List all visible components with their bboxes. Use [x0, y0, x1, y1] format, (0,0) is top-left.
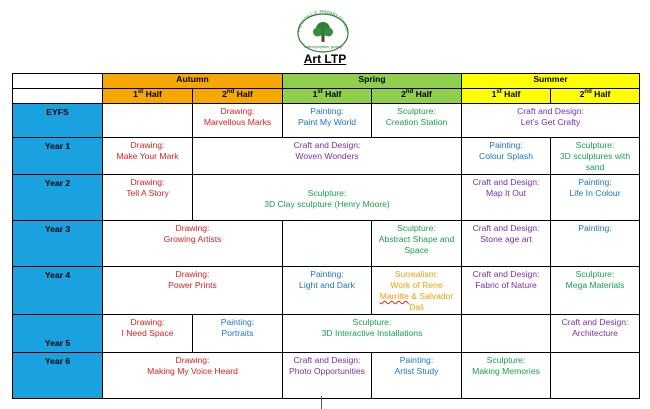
- half-word: Half: [413, 89, 432, 99]
- half-word: Half: [322, 89, 342, 99]
- topic-cell: [283, 315, 462, 353]
- topic-type: Painting:: [310, 106, 344, 116]
- misspelled-word: Marritte: [379, 291, 409, 301]
- half-suffix: nd: [405, 89, 414, 96]
- topic-title: 3D Interactive Installations: [321, 328, 423, 338]
- year-label: EYFS: [13, 104, 103, 138]
- half-suffix: nd: [226, 89, 235, 96]
- summer-second-half: [551, 89, 640, 104]
- topic-type: Sculpture:: [307, 187, 347, 198]
- topic-title: Making Memories: [472, 366, 540, 376]
- half-suffix: st: [317, 89, 323, 96]
- year-row: [13, 138, 640, 175]
- topic-type: Sculpture:: [486, 355, 526, 365]
- topic-cell: [372, 104, 462, 138]
- topic-cell: [103, 353, 283, 399]
- half-number: 2: [579, 89, 585, 99]
- year-row: [13, 315, 640, 353]
- topic-cell: [462, 104, 640, 138]
- topic-type: Craft and Design:: [472, 177, 540, 187]
- season-summer: Summer: [462, 74, 640, 89]
- year-label: Year 1: [13, 138, 103, 175]
- topic-type: Sculpture:: [575, 140, 615, 150]
- topic-cell: [372, 267, 462, 315]
- topic-cell: [103, 221, 283, 267]
- topic-type: Painting:: [220, 317, 255, 327]
- topic-type: Painting:: [310, 269, 344, 279]
- topic-title: Life In Colour: [569, 188, 621, 198]
- page-title: Art LTP: [303, 52, 347, 66]
- logo-motto: Learning together, growing: [304, 45, 342, 49]
- year-label: Year 4: [13, 267, 103, 315]
- topic-type: Drawing:: [220, 106, 255, 116]
- topic-type: Painting:: [578, 223, 612, 233]
- topic-title: Marvellous Marks: [203, 117, 272, 127]
- art-ltp-table: [12, 73, 640, 399]
- topic-type: Craft and Design:: [293, 140, 361, 150]
- half-word: Half: [234, 89, 253, 99]
- topic-title: Colour Splash: [479, 151, 533, 161]
- topic-title: Make Your Mark: [116, 151, 179, 161]
- topic-type: Drawing:: [175, 269, 210, 279]
- autumn-second-half: [193, 89, 283, 104]
- topic-type: Craft and Design:: [472, 223, 540, 233]
- topic-type: Craft and Design:: [561, 317, 629, 327]
- half-suffix: nd: [584, 89, 592, 96]
- topic-title: I Need Space: [121, 328, 174, 338]
- empty-cell: [283, 221, 372, 267]
- half-number: 1: [133, 89, 138, 99]
- topic-type: Craft and Design:: [293, 355, 361, 365]
- topic-title: Growing Artists: [163, 234, 222, 244]
- topic-cell: [193, 138, 462, 175]
- topic-cell: [462, 221, 551, 267]
- topic-cell: [551, 267, 640, 315]
- topic-cell: [551, 315, 640, 353]
- topic-type: Sculpture:: [575, 269, 615, 279]
- topic-type: Drawing:: [130, 177, 165, 187]
- year-row: [13, 267, 640, 315]
- year-row: [13, 175, 640, 221]
- topic-type: Painting:: [578, 177, 612, 187]
- topic-title: 3D Clay sculpture (Henry Moore): [264, 198, 390, 209]
- topic-title: Making My Voice Heard: [147, 366, 238, 376]
- topic-cell: [283, 353, 372, 399]
- topic-type: Drawing:: [130, 317, 165, 327]
- half-word: Half: [143, 89, 162, 99]
- topic-cell: [103, 267, 283, 315]
- topic-title: Paint My World: [297, 117, 357, 127]
- topic-cell: [103, 315, 193, 353]
- half-header-row: [13, 89, 640, 104]
- topic-type: Drawing:: [130, 140, 165, 150]
- half-word: Half: [591, 89, 611, 99]
- topic-cell: [103, 138, 193, 175]
- empty-cell: [551, 353, 640, 399]
- spring-first-half: [283, 89, 372, 104]
- empty-cell: [462, 315, 551, 353]
- half-number: 1: [312, 89, 318, 99]
- year-row: [13, 353, 640, 399]
- topic-cell: [462, 175, 551, 221]
- topic-title: Creation Station: [385, 117, 448, 127]
- topic-cell: [193, 104, 283, 138]
- topic-title: Artist Study: [394, 366, 439, 376]
- topic-cell: [103, 175, 193, 221]
- topic-title: 3D sculptures with sand: [559, 151, 631, 172]
- topic-title: Stone age art: [480, 234, 532, 244]
- topic-cell: [462, 353, 551, 399]
- text-cursor: [321, 396, 322, 409]
- topic-cell: [551, 175, 640, 221]
- topic-cell: [193, 175, 462, 221]
- year-label: Year 3: [13, 221, 103, 267]
- logo-arc-text: PRESTON C.E. PRIMARY SCHOOL: [296, 8, 350, 33]
- topic-cell: [551, 138, 640, 175]
- topic-title: Let’s Get Crafty: [520, 117, 581, 127]
- topic-type: Sculpture:: [397, 223, 436, 233]
- topic-title: Portraits: [221, 328, 254, 338]
- topic-type: Craft and Design:: [517, 106, 584, 116]
- season-header-row: [13, 74, 640, 89]
- topic-cell: [283, 104, 372, 138]
- topic-type: Surrealism:: [394, 269, 439, 279]
- topic-title: Photo Opportunities: [289, 366, 365, 376]
- topic-type: Painting:: [489, 140, 523, 150]
- empty-cell: [103, 104, 193, 138]
- topic-title: Mega Materials: [565, 280, 625, 290]
- year-row: [13, 221, 640, 267]
- topic-type: Sculpture:: [352, 317, 392, 327]
- year-label: Year 5: [13, 315, 103, 353]
- topic-title: Woven Wonders: [295, 151, 359, 161]
- autumn-first-half: [103, 89, 193, 104]
- school-logo: [288, 8, 358, 54]
- half-word: Half: [501, 89, 521, 99]
- half-number: 1: [491, 89, 497, 99]
- topic-type: Craft and Design:: [472, 269, 540, 279]
- half-suffix: st: [137, 89, 144, 96]
- topic-cell: [372, 353, 462, 399]
- summer-first-half: [462, 89, 551, 104]
- topic-cell: [283, 267, 372, 315]
- half-number: 2: [401, 89, 406, 99]
- topic-type: Drawing:: [175, 355, 210, 365]
- topic-title: Light and Dark: [299, 280, 355, 290]
- corner-cell: [13, 74, 103, 89]
- topic-type: Sculpture:: [397, 106, 436, 116]
- season-autumn: Autumn: [103, 74, 283, 89]
- topic-title: Work of Rene Marritte & Salvador Dali: [379, 280, 454, 312]
- topic-cell: [372, 221, 462, 267]
- corner-cell-2: [13, 89, 103, 104]
- topic-title: Map It Out: [485, 188, 527, 198]
- topic-cell: [551, 221, 640, 267]
- topic-title: Abstract Shape and Space: [378, 234, 455, 255]
- topic-cell: [462, 138, 551, 175]
- topic-type: Painting:: [399, 355, 434, 365]
- topic-title: Tell A Story: [126, 188, 169, 198]
- half-suffix: st: [496, 89, 502, 96]
- topic-type: Drawing:: [175, 223, 210, 233]
- year-row: [13, 104, 640, 138]
- topic-cell: [462, 267, 551, 315]
- topic-title: Power Prints: [168, 280, 217, 290]
- topic-cell: [193, 315, 283, 353]
- season-spring: Spring: [283, 74, 462, 89]
- year-label: Year 6: [13, 353, 103, 399]
- topic-title: Fabric of Nature: [475, 280, 537, 290]
- year-label: Year 2: [13, 175, 103, 221]
- topic-title: Architecture: [572, 328, 618, 338]
- half-number: 2: [222, 89, 227, 99]
- spring-second-half: [372, 89, 462, 104]
